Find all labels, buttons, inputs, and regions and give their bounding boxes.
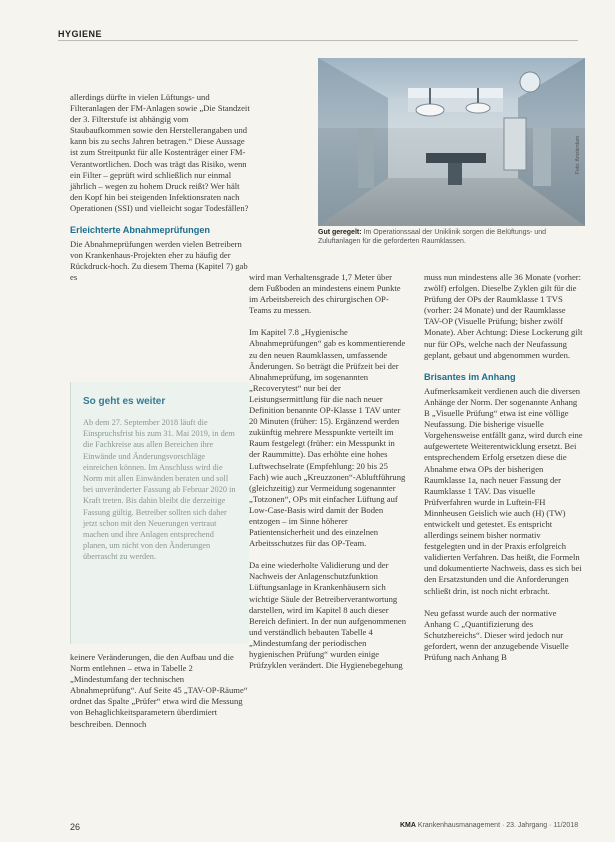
footer-journal (400, 822, 578, 829)
footer-journal-text: Krankenhausmanagement · 23. Jahrgang · 11/2018 (417, 822, 579, 829)
info-box-title: So geht es weiter (83, 396, 166, 407)
col1-paragraph-1: allerdings dürfte in vielen Lüftungs- und Filteranlagen der FM-Anlagen sowie „Die Standzeit der 3. Filterstufe ist abhängig vom Staubaufkommen sowie den Herstellerangaben und kann bis zu sechs Jahren betragen.“ Diese Aussage ist zum Streitpunkt für alle Kostenträger einer FM-Verantwortlichen. Doch was trägt das Risiko, wenn ein Filter – geprüft wird schließlich nur einmal jährlich – wegen zu hohem Druck reißt? Wer hält den Kopf hin bei steigenden Infektionsraten nach Operationen (SSI) und vielleicht sogar Todesfällen? (70, 92, 250, 213)
col2-paragraph-3: Da eine wiederholte Validierung und der Nachweis der Anlagenschutzfunktion Lüftungsanlage in Krankenhäusern sich wichtige Säule der Betreiberverantwortung darstellen, wird im Kapitel 8 auch dieser Bereich definiert. In der nun aufgenommenen und verständlich bebauten Tabelle 4 „Mindestumfang der periodischen hygienischen Prüfung“ wurden einige Prüfzyklen verändert. Die Hygienebegehung (249, 560, 407, 671)
column-1-continued (70, 652, 250, 741)
col1-heading: Erleichterte Abnahmeprüfungen (70, 225, 211, 236)
col1-paragraph-3: keinere Veränderungen, die den Aufbau und die Norm entlehnen – etwa in Tabelle 2 „Mindestumfang der technischen Abnahmeprüfung“. Auf Seite 45 „TAV-OP-Räume“ ordnet das Spalte „Prüfer“ etwa wird die Messung von Behaglichkeitsparametern überdimiert beschreiben. Dennoch (70, 652, 248, 729)
figure-caption (318, 229, 580, 246)
col2-paragraph-2: Im Kapitel 7.8 „Hygienische Abnahmeprüfungen“ gab es kommentierende zu den neuen Raumklassen, umfassende Änderungen. So beträgt die Prüfzeit bei der Abnahmeprüfung, im sogenannten „Recoverytest“ nur bei der Leistungsermittlung für die nach neuer Definition benannte OP-Klasse 1 TAV unter 20 Minuten (früher: 15). Ergänzend werden zukünftig mehrere Messpunkte verteilt im Raum festgelegt (früher: ein Messpunkt in der Raummitte). Das erhöhte eine hohes Luftwechselrate (Empfehlung: 20 bis 25 Fach) wie auch „Kreuzzonen“-Abluftführung (gleichzeitig) zur Vermeidung sogenannter „Totzonen“, OPs mit einfacher Lüftung auf Low-Case-Basis wird damit der Boden entzogen – im Sinne höherer Patientensicherheit und des einzelnen Arbeitsschutzes für das OP-Team. (249, 327, 406, 549)
info-box-body: Ab dem 27. September 2018 läuft die Einspruchsfrist bis zum 31. Mai 2019, in dem die Fachkreise aus allen Bereichen ihre Einwände und Änderungsvorschläge einreichen können. Im Anschluss wird die Norm mit allen Einwänden beraten und soll bei unveränderter Fassung ab Februar 2020 in Kraft treten. Bis dahin bleibt die derzeitige Fassung gültig. Betreiber sollten sich daher jetzt schon mit den Neuerungen vertraut machen und ihre Anlagen entsprechend planen, um nicht von den Änderungen überrascht zu werden. (83, 418, 236, 562)
operating-room-photo (318, 58, 585, 226)
caption-lead: Gut geregelt: (318, 229, 362, 236)
info-box (70, 382, 249, 644)
page-number: 26 (70, 822, 81, 832)
col3-heading: Brisantes im Anhang (424, 371, 516, 382)
column-2 (249, 272, 407, 682)
col3-paragraph-2: Aufmerksamkeit verdienen auch die diversen Anhänge der Norm. Der sogenannte Anhang B „Visuelle Prüfung“ etwa ist eine völlige Neufassung. Die bisherige visuelle Vorgehensweise entfällt ganz, wird durch eine aufgewertete Weiterentwicklung ersetzt. Bei entsprechendem Erfolg ersetzen diese die Abnahme etwa OPs der bisherigen Raumklasse 1a, nach neuer Fassung der Raumklasse 1 TAV. Das visuelle Prüfverfahren wurde in Luftein-FH Minnheusen Geislich wie auch (H) (TW) entwickelt und getestet. Es entspricht allerdings seinem bisher normativ festgelegten und in der Praxis erfolgreich validierten Verfahren. Das heißt, die Formeln und dokumentierte Nachweis, dass es sich bei den Ersatzstunden und die Anforderungen schließt drin, ist noch nicht erbracht. (424, 385, 583, 596)
section-rule (58, 26, 578, 41)
section-label: HYGIENE (58, 29, 103, 39)
col3-paragraph-1: muss nun mindestens alle 36 Monate (vorher: zwölf) erfolgen. Dieselbe Zyklen gilt für die Prüfung der OPs der Raumklasse 1 TVS (vorher: 24 Monate) und der Raumklasse TAV-OP (Visuelle Prüfung; bisher zwölf Monate). Aber Achtung: Diese Lockerung gilt nur für OPs, welche nach der Neufassung geplant, gebaut und abgenommen wurden. (424, 272, 583, 360)
column-3 (424, 272, 584, 674)
footer-brand: KMA (400, 822, 416, 829)
column-1 (70, 92, 250, 295)
col3-paragraph-3: Neu gefasst wurde auch der normative Anhang C „Quantifizierung des Schutzbereichs“. Dieser wird jedoch nur gefordert, wenn der anzugebende Visuelle Prüfung nach Anhang B (424, 607, 569, 662)
col1-paragraph-2: Die Abnahmeprüfungen werden vielen Betreibern von Krankenhaus-Projekten eher zu häufig der Rückdruck-hoch. Zu diesem Thema (Kapitel 7) gab es (70, 239, 248, 283)
caption-text: Im Operationssaal der Uniklinik sorgen die Belüftungs- und Zuluftanlagen für die geforderten Raumklassen. (318, 229, 547, 245)
photo-credit (575, 164, 581, 174)
col2-paragraph-1: wird man Verhaltensgrade 1,7 Meter über dem Fußboden an mindestens einem Punkte im Arbeitsbereich des chirurgischen OP-Teams zu messen. (249, 272, 401, 316)
operating-room-illustration (318, 58, 585, 226)
